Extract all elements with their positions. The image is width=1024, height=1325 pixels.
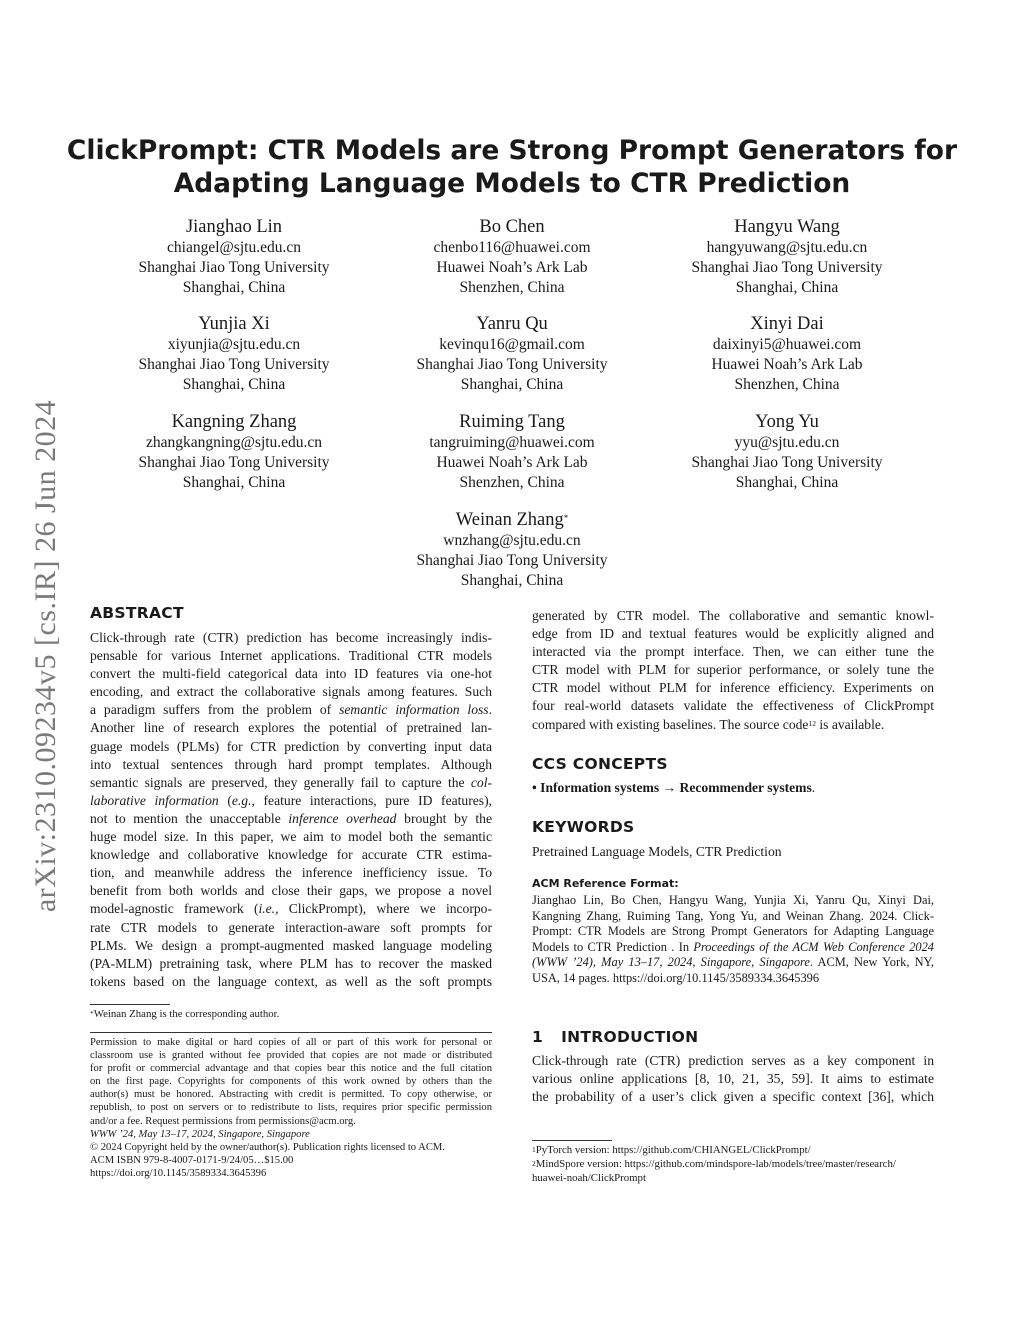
author-name: Jianghao Lin (185, 217, 283, 237)
author-location: Shanghai, China (735, 474, 839, 491)
author-email: tangruiming@huawei.com (429, 434, 595, 451)
author-affiliation: Huawei Noah’s Ark Lab (711, 356, 863, 373)
copyright-line: © 2024 Copyright held by the owner/author(s). Publication rights licensed to ACM. (90, 1141, 445, 1153)
author-email: hangyuwang@sjtu.edu.cn (706, 239, 868, 256)
footnote-1: $^1$PyTorch version: https://github.com/CHIANGEL/ClickPrompt/ (532, 1144, 811, 1156)
footnote-2-cont: huawei-noah/ClickPrompt (532, 1172, 646, 1184)
author-email: xiyunjia@sjtu.edu.cn (167, 336, 301, 353)
author-affiliation: Shanghai Jiao Tong University (416, 552, 608, 569)
ccs-text: • Information systems → Recommender systems. (532, 780, 816, 795)
author-name: Yong Yu (755, 412, 819, 432)
author-block (84, 215, 384, 298)
permission-block: Permission to make digital or hard copies of all or part of this work for personal or classroom use is granted without fee provided that copies are not made or distributed for profit or commercial advantage and that copies bear this notice and the full citation on the first page. Copyrights for components of this work owned by others than the author(s) must be honored. Abstracting with credit is permitted. To copy otherwise, or republish, to post on servers or to redistribute to lists, requires prior specific permission and/or a fee. Request permissions from permissions@acm.org. WWW ’24, May 13–17, 2024, Singapore, Singapore © 2024 Copyright held by the owner/author(s). Publication rights licensed to ACM. ACM ISBN 979-8-4007-0171-9/24/05…$15.00 https://doi.org/10.1145/3589334.3645396 (90, 1037, 492, 1179)
abstract-text-right: generated by CTR model. The collaborative and semantic knowl- edge from ID and textual features would be explicitly aligned and interacted via the prompt interface. Then, we can either tune the CTR model with PLM for superior performance, or solely tune the CTR model without PLM for inference efficiency. Experiments on four real-world datasets validate the effectiveness of ClickPrompt compared with existing baselines. The source code$^{12}$ is available. (532, 608, 934, 732)
author-name: Weinan Zhang* (455, 510, 569, 530)
author-name: Yanru Qu (476, 314, 548, 334)
author-block (637, 410, 937, 493)
author-affiliation: Shanghai Jiao Tong University (416, 356, 608, 373)
paper-title (60, 134, 964, 200)
author-location: Shanghai, China (182, 279, 286, 296)
arxiv-stamp: arXiv:2310.09234v5 [cs.IR] 26 Jun 2024 (29, 399, 62, 913)
author-block (637, 215, 937, 298)
author-name: Bo Chen (479, 217, 545, 237)
keywords-heading: KEYWORDS (532, 818, 635, 836)
keywords-text: Pretrained Language Models, CTR Prediction (532, 844, 782, 859)
author-email: chenbo116@huawei.com (433, 239, 591, 256)
author-location: Shanghai, China (460, 376, 564, 393)
author-email: yyu@sjtu.edu.cn (734, 434, 840, 451)
footnote-2: $^2$MindSpore version: https://github.com/mindspore-lab/models/tree/master/research/ (532, 1158, 896, 1170)
author-email: wnzhang@sjtu.edu.cn (443, 532, 581, 549)
author-name: Xinyi Dai (750, 314, 824, 334)
author-affiliation: Shanghai Jiao Tong University (138, 356, 330, 373)
author-name: Hangyu Wang (734, 217, 840, 237)
author-block (84, 312, 384, 395)
author-location: Shenzhen, China (459, 474, 565, 491)
author-affiliation: Huawei Noah’s Ark Lab (436, 454, 588, 471)
footnote-rule (532, 1140, 612, 1141)
author-block (362, 410, 662, 493)
corresponding-note: *Weinan Zhang is the corresponding author. (90, 1008, 280, 1020)
author-location: Shanghai, China (182, 376, 286, 393)
author-affiliation: Huawei Noah’s Ark Lab (436, 259, 588, 276)
author-block (362, 215, 662, 298)
author-location: Shanghai, China (460, 572, 564, 589)
intro-text: Click-through rate (CTR) prediction serves as a key component in various online applications [8, 10, 21, 35, 59]. It aims to estimate the probability of a user’s click given a specific context [36], which (532, 1053, 934, 1105)
author-affiliation: Shanghai Jiao Tong University (138, 454, 330, 471)
author-block (362, 312, 662, 395)
author-location: Shenzhen, China (459, 279, 565, 296)
author-affiliation: Shanghai Jiao Tong University (138, 259, 330, 276)
author-location: Shenzhen, China (734, 376, 840, 393)
title-line-1: ClickPrompt: CTR Models are Strong Prompt Generators for (66, 135, 958, 166)
doi-line: https://doi.org/10.1145/3589334.3645396 (90, 1167, 267, 1179)
author-block (637, 312, 937, 395)
acm-ref-heading: ACM Reference Format: (532, 877, 679, 890)
author-block (362, 508, 662, 591)
author-block (84, 410, 384, 493)
author-affiliation: Shanghai Jiao Tong University (691, 259, 883, 276)
abstract-text-left: Click-through rate (CTR) prediction has become increasingly indis- pensable for various Internet applications. Traditional CTR models convert the multi-field categorical data into ID features via one-hot encoding, and extract the collaborative signals among features. Such a paradigm suffers from the problem of semantic information loss. Another line of research explores the potential of pretrained lan- guage models (PLMs) for CTR prediction by converting input data into textual sentences through hard prompt templates. Although semantic signals are preserved, they generally fail to capture the col- laborative information (e.g., feature interactions, pure ID features), not to mention the unacceptable inference overhead brought by the huge model size. In this paper, we aim to model both the semantic knowledge and collaborative knowledge for accurate CTR estima- tion, and meanwhile address the inference inefficiency issue. To benefit from both worlds and close their gaps, we propose a novel model-agnostic framework (i.e., ClickPrompt), where we incorpo- rate CTR models to generate interaction-aware soft prompts for PLMs. We design a prompt-augmented masked language modeling (PA-MLM) pretraining task, where PLM has to recover the masked tokens based on the language context, as well as the soft prompts (90, 630, 492, 989)
author-email: zhangkangning@sjtu.edu.cn (145, 434, 323, 451)
author-email: kevinqu16@gmail.com (439, 336, 585, 353)
author-location: Shanghai, China (735, 279, 839, 296)
author-name: Ruiming Tang (459, 412, 565, 432)
author-location: Shanghai, China (182, 474, 286, 491)
permission-rule (90, 1032, 492, 1033)
isbn-line: ACM ISBN 979-8-4007-0171-9/24/05…$15.00 (90, 1154, 294, 1166)
acm-ref-text: Jianghao Lin, Bo Chen, Hangyu Wang, Yunjia Xi, Yanru Qu, Xinyi Dai, Kangning Zhang, Ruiming Tang, Yong Yu, and Weinan Zhang. 2024. Click- Prompt: CTR Models are Strong Prompt Generators for Adapting Language Models to CTR Prediction . In Proceedings of the ACM Web Conference 2024 (WWW ’24), May 13–17, 2024, Singapore, Singapore. ACM, New York, NY, USA, 14 pages. https://doi.org/10.1145/3589334.3645396 (532, 893, 934, 985)
footnote-rule (90, 1004, 170, 1005)
author-email: chiangel@sjtu.edu.cn (167, 239, 301, 256)
author-name: Kangning Zhang (171, 412, 297, 432)
author-affiliation: Shanghai Jiao Tong University (691, 454, 883, 471)
abstract-heading: ABSTRACT (90, 604, 184, 622)
author-email: daixinyi5@huawei.com (712, 336, 862, 353)
title-line-2: Adapting Language Models to CTR Prediction (173, 168, 851, 199)
corresponding-mark: * (563, 513, 569, 523)
conference-line: WWW ’24, May 13–17, 2024, Singapore, Singapore (90, 1128, 310, 1140)
intro-heading: 1 INTRODUCTION (532, 1028, 699, 1046)
ccs-heading: CCS CONCEPTS (532, 755, 668, 773)
author-name: Yunjia Xi (198, 314, 270, 334)
